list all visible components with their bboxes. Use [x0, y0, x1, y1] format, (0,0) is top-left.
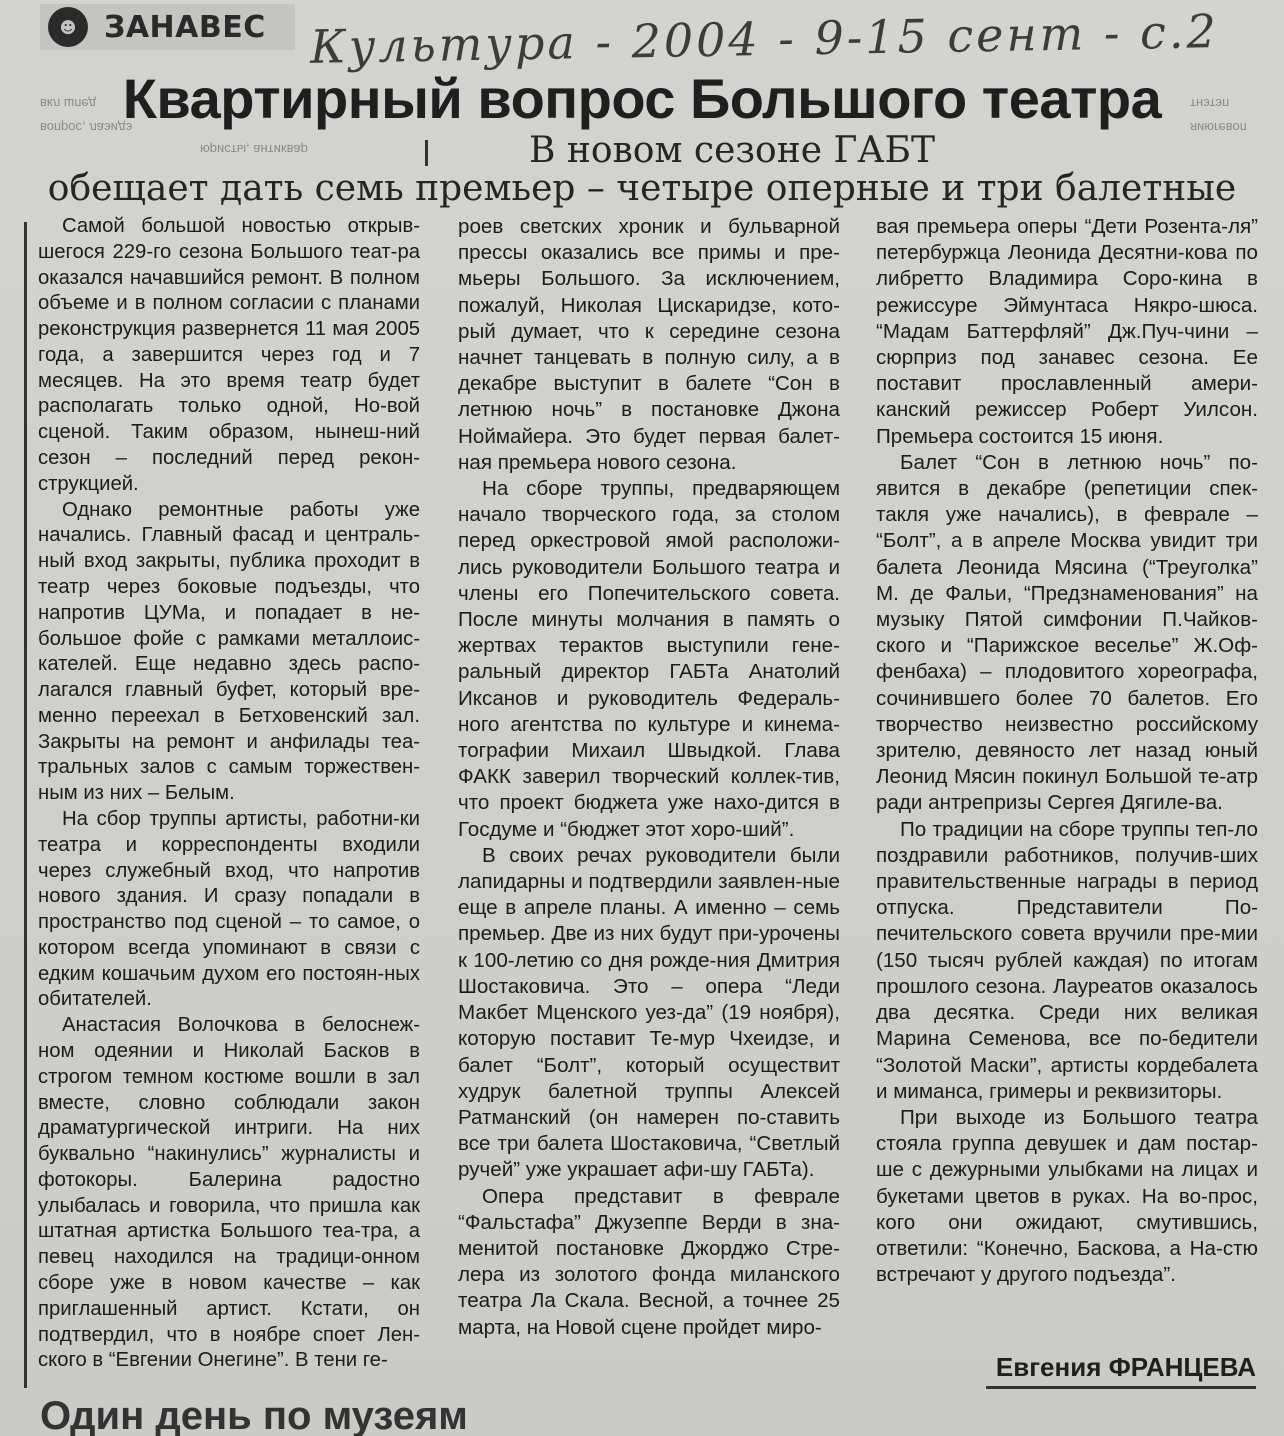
- article-headline: Квартирный вопрос Большого театра: [122, 67, 1162, 130]
- section-rubric-bar: [40, 4, 295, 50]
- paragraph: роев светских хроник и бульварной прессы оказались все примы и пре-мьеры Большого. За исключением, пожалуй, Николая Цискаридзе, кото-рый думает, что к середине сезона начнет танцевать в полную силу, а в декабре выступит в балете “Сон в летнюю ночь” в постановке Джона Ноймайера. Это будет первая балет-ная премьера нового сезона.: [458, 215, 840, 474]
- article-column-3: [876, 214, 1258, 1288]
- next-article-headline-fragment: [40, 1400, 560, 1436]
- paragraph: Однако ремонтные работы уже начались. Главный фасад и централь-ный вход закрыты, публика проходит в театр через боковые подъезды, что напротив ЦУМа, и попадает в не-большое фойе с рамками металлоис-кателей. Еще недавно здесь распо-лагался главный буфет, который вре-менно переехал в Бетховенский зал. Закрыты на ремонт и анфилады теа-тральных залов с самым торжествен-ным из них – Белым.: [38, 498, 420, 805]
- paragraph: Опера представит в феврале “Фальстафа” Джузеппе Верди в зна-менитой постановке Джорджо Стре-лера из золотого фонда миланского театра Ла Скала. Весной, а точнее 25 марта, на Новой сцене пройдет миро-: [458, 1184, 840, 1339]
- bleed-through-text: вопрос, лаэидэ: [40, 120, 133, 135]
- paragraph: На сборе труппы, предваряющем начало творческого года, за столом перед оркестровой ямой расположи-лись руководители Большого театра и члены его Попечительского совета. После минуты молчания в память о жертвах терактов выступили гене-ральный директор ГАБТа Анатолий Иксанов и руководитель Федераль-ного агентства по культуре и кинема-тографии Михаил Швыдкой. Глава ФАКК заверил творческий коллек-тив, что проект бюджета уже нахо-дится в Госдуме и “бюджет этот хоро-ший”.: [458, 477, 840, 841]
- bleed-through-text: вкл шпед: [40, 96, 96, 111]
- article-column-2: [458, 214, 840, 1341]
- column-rule: [24, 222, 27, 1388]
- paragraph: На сбор труппы артисты, работни-ки театра и корреспонденты входили через служебный вход, что напротив нового здания. И сразу попадали в пространство под сценой – то самое, о котором всегда упоминают в связи с едким кошачьим духом его постоян-ных обитателей.: [38, 807, 420, 1011]
- bleed-through-text: Один день по музеям: [40, 1400, 468, 1436]
- paragraph: Балет “Сон в летнюю ночь” по-явится в декабре (репетиции спек-такля уже начались), в феврале – “Болт”, а в апреле Москва увидит три балета Леонида Мясина (“Треуголка” М. де Фальи, “Предзнаменования” на музыку Пятой симфонии П.Чайков-ского и “Парижское веселье” Ж.Оф-фенбаха) – плодовитого хореографа, сочинившего более 70 балетов. Его творчество неизвестно российскому зрителю, девяносто лет назад юный Леонид Мясин покинул Большой те-атр ради антрепризы Сергея Дягиле-ва.: [876, 450, 1258, 815]
- paragraph: Самой большой новостью открыв-шегося 229-го сезона Большого теат-ра оказался начавшийся ремонт. В полном объеме и в полном согласии с планами реконструкция развернется 11 мая 2005 года, а завершится через год и 7 месяцев. На это время театр будет располагать только одной, Но-вой сценой. Таким образом, нынеш-ний сезон – последний перед рекон-струкцией.: [38, 215, 420, 495]
- paragraph: вая премьера оперы “Дети Розента-ля” петербуржца Леонида Десятни-кова по либретто Владимира Соро-кина в режиссуре Эймунтаса Някро-шюса. “Мадам Баттерфляй” Дж.Пуч-чини – сюрприз под занавес сезона. Ее поставит прославленный амери-канский режиссер Роберт Уилсон. Премьера состоится 15 июня.: [876, 215, 1258, 448]
- article-subheading-line2: обещает дать семь премьер – четыре оперные и три балетные: [47, 168, 1237, 209]
- section-rubric: ЗАНАВЕС: [104, 9, 266, 45]
- article-subheading-line1: В новом сезоне ГАБТ: [528, 130, 936, 171]
- byline-rule: [986, 1386, 1256, 1389]
- paragraph: По традиции на сборе труппы теп-ло поздравили работников, получив-ших правительственные награды в период отпуска. Представители По-печительского совета вручили пре-мии (150 тысяч рублей каждая) по итогам прошлого сезона. Лауреатов оказалось два десятка. Среди них великая Марина Семенова, все по-бедители “Золотой Маски”, артисты кордебалета и миманса, гримеры и реквизиторы.: [876, 817, 1258, 1103]
- rubric-emblem-icon: ☻: [48, 7, 88, 47]
- bleed-through-text: тнэтэп: [1190, 96, 1230, 111]
- bleed-through-text: юристы, антиквар: [200, 142, 308, 157]
- bleed-through-text: яиюгевоп: [1190, 120, 1247, 135]
- paragraph: Анастасия Волочкова в белоснеж-ном одеянии и Николай Басков в строгом темном костюме вошли в зал вместе, словно соблюдали закон драматургической интриги. На них буквально “накинулись” журналисты и фотокоры. Балерина радостно улыбалась и говорила, что пришла как штатная артистка Большого теа-тра, а певец находился на традици-онном сборе уже в новом качестве – как приглашенный артист. Кстати, он подтвердил, что в ноябре споет Лен-ского в “Евгении Онегине”. В тени ге-: [38, 1014, 420, 1372]
- article-column-1: [38, 214, 420, 1374]
- paragraph: При выходе из Большого театра стояла группа девушек и дам постар-ше с дежурными улыбками на лицах и букетами цветов в руках. На во-прос, кого они ожидают, смутившись, ответили: “Конечно, Баскова, а На-стю встречают у другого подъезда”.: [876, 1105, 1258, 1287]
- handwritten-annotation: Культура - 2004 - 9-15 сент - с.2: [309, 4, 1220, 74]
- article-byline: Евгения ФРАНЦЕВА: [995, 1352, 1256, 1382]
- paragraph: В своих речах руководители были лапидарны и подтвердили заявлен-ные еще в апреле планы. А именно – семь премьер. Две из них будут при-урочены к 100-летию со дня рожде-ния Дмитрия Шостаковича. Это – опера “Леди Макбет Мценского уез-да” (19 ноября), которую поставит Те-мур Чхеидзе, и балет “Болт”, который осуществит худрук балетной труппы Алексей Ратманский (он намерен по-ставить все три балета Шостаковича, “Светлый ручей” уже украшает афи-шу ГАБТа).: [458, 843, 840, 1182]
